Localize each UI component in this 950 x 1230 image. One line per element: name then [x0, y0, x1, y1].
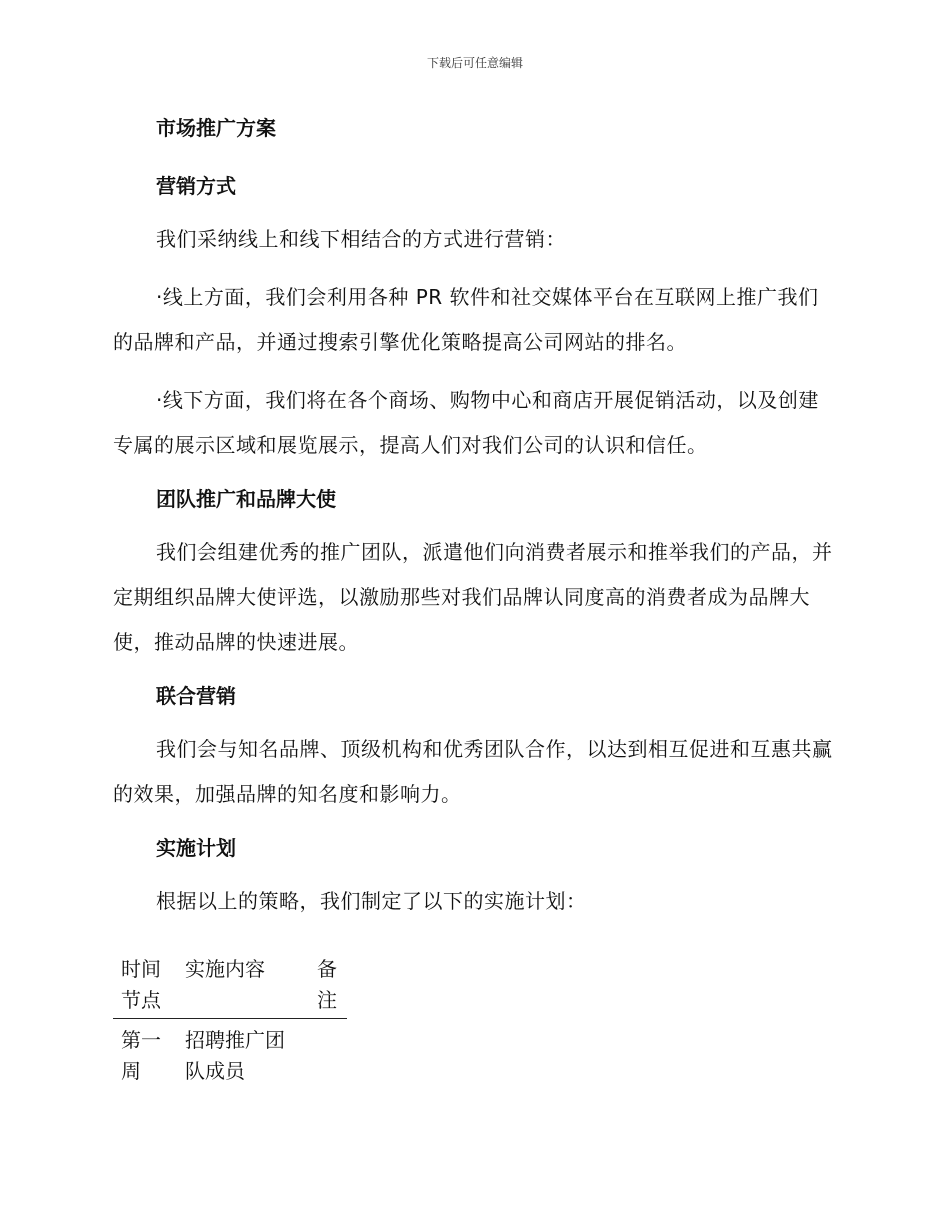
- document-content: [113, 110, 835, 1087]
- marketing-intro: 我们采纳线上和线下相结合的方式进行营销：: [156, 227, 566, 251]
- document-title: 市场推广方案: [156, 116, 276, 140]
- column-header-content: 实施内容: [177, 954, 309, 1019]
- section-heading-plan: 实施计划: [156, 836, 236, 860]
- cell-note: [309, 1019, 347, 1088]
- team-body: 我们会组建优秀的推广团队，派遣他们向消费者展示和推举我们的产品，并定期组织品牌大使评选，以激励那些对我们品牌认同度高的消费者成为品牌大使，推动品牌的快速进展。: [113, 540, 833, 654]
- plan-table-header-row: [113, 954, 347, 1019]
- marketing-offline: ·线下方面，我们将在各个商场、购物中心和商店开展促销活动，以及创建专属的展示区域和展览展示，提高人们对我们公司的认识和信任。: [113, 388, 819, 457]
- column-header-time: 时间节点: [113, 954, 177, 1019]
- section-heading-marketing: 营销方式: [156, 174, 236, 198]
- section-heading-team: 团队推广和品牌大使: [156, 487, 336, 511]
- cell-time: 第一周: [121, 1028, 161, 1083]
- table-row: [113, 1019, 347, 1088]
- plan-intro: 根据以上的策略，我们制定了以下的实施计划：: [156, 889, 587, 913]
- joint-body: 我们会与知名品牌、顶级机构和优秀团队合作，以达到相互促进和互惠共赢的效果，加强品牌的知名度和影响力。: [113, 737, 833, 806]
- section-heading-joint: 联合营销: [156, 684, 236, 708]
- column-header-note: 备注: [309, 954, 347, 1019]
- cell-content: 招聘推广团队成员: [185, 1028, 285, 1083]
- plan-table: [113, 954, 347, 1087]
- marketing-online: ·线上方面，我们会利用各种 PR 软件和社交媒体平台在互联网上推广我们的品牌和产品，并通过搜索引擎优化策略提高公司网站的排名。: [113, 285, 819, 354]
- header-note: 下载后可任意编辑: [426, 56, 523, 70]
